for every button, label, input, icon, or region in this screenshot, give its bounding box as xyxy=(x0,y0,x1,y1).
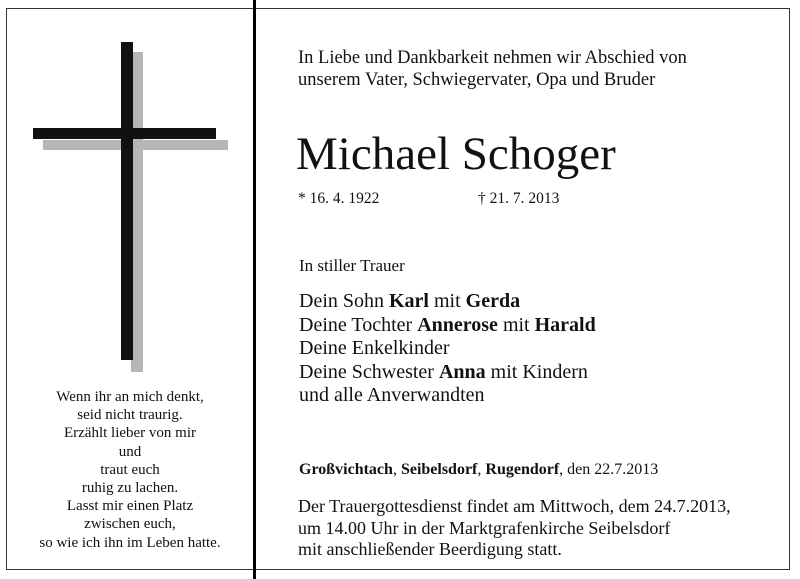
family-member-name: Karl xyxy=(389,290,429,312)
family-text: Deine Tochter xyxy=(299,313,418,336)
death-date: † 21. 7. 2013 xyxy=(478,190,560,207)
poem-line: und xyxy=(118,443,142,460)
intro-line: In Liebe und Dankbarkeit nehmen wir Abschied von xyxy=(298,48,687,68)
family-text: mit xyxy=(497,313,535,336)
intro-text xyxy=(298,47,687,91)
poem-line: Wenn ihr an mich denkt, xyxy=(56,389,204,405)
place-name: Rugendorf xyxy=(485,461,560,478)
service-info xyxy=(298,496,731,561)
poem xyxy=(10,388,250,552)
family-text: und alle Anverwandten xyxy=(299,384,485,406)
family-row xyxy=(299,290,596,314)
poem-line: so wie ich ihn im Leben hatte. xyxy=(39,534,221,551)
poem-line: seid nicht traurig. xyxy=(77,407,183,424)
family-text: mit xyxy=(429,290,466,312)
family-member-name: Gerda xyxy=(465,290,521,312)
family-text: Deine Schwester xyxy=(299,360,439,383)
cross-icon xyxy=(33,42,233,374)
family-row xyxy=(299,361,596,385)
poem-line: Lasst mir einen Platz xyxy=(66,498,194,515)
deceased-name: Michael Schoger xyxy=(296,128,616,180)
family-row xyxy=(299,314,596,338)
separator: , xyxy=(477,461,486,478)
family-row xyxy=(299,384,596,408)
family-member-name: Anna xyxy=(438,360,486,383)
family-list xyxy=(299,290,596,408)
family-row xyxy=(299,337,596,361)
column-divider xyxy=(253,0,256,579)
place-name: Seibelsdorf xyxy=(400,461,478,478)
family-member-name: Harald xyxy=(534,313,596,336)
family-text: Deine Enkelkinder xyxy=(299,337,450,359)
intro-line: unserem Vater, Schwiegervater, Opa und Bruder xyxy=(298,70,656,90)
service-line: mit anschließender Beerdigung statt. xyxy=(298,539,562,559)
cross-shadow-horizontal xyxy=(43,140,228,150)
notice-date: , den 22.7.2013 xyxy=(559,461,659,478)
service-line: Der Trauergottesdienst findet am Mittwoch, dem 24.7.2013, xyxy=(298,496,731,516)
service-line: um 14.00 Uhr in der Marktgrafenkirche Seibelsdorf xyxy=(298,517,671,538)
cross-horizontal-beam xyxy=(33,128,216,139)
family-text: mit Kindern xyxy=(485,360,588,383)
separator: , xyxy=(392,461,401,478)
family-text: Dein Sohn xyxy=(299,290,389,312)
poem-line: ruhig zu lachen. xyxy=(81,480,179,497)
place-date-line xyxy=(299,460,658,480)
cross-vertical-beam xyxy=(121,42,133,360)
poem-line: zwischen euch, xyxy=(84,516,176,533)
poem-line: traut euch xyxy=(100,461,160,478)
birth-date: * 16. 4. 1922 xyxy=(298,190,380,207)
place-name: Großvichtach xyxy=(299,461,393,478)
family-member-name: Annerose xyxy=(417,313,498,336)
poem-line: Erzählt lieber von mir xyxy=(63,425,197,442)
mourning-label: In stiller Trauer xyxy=(299,256,405,275)
